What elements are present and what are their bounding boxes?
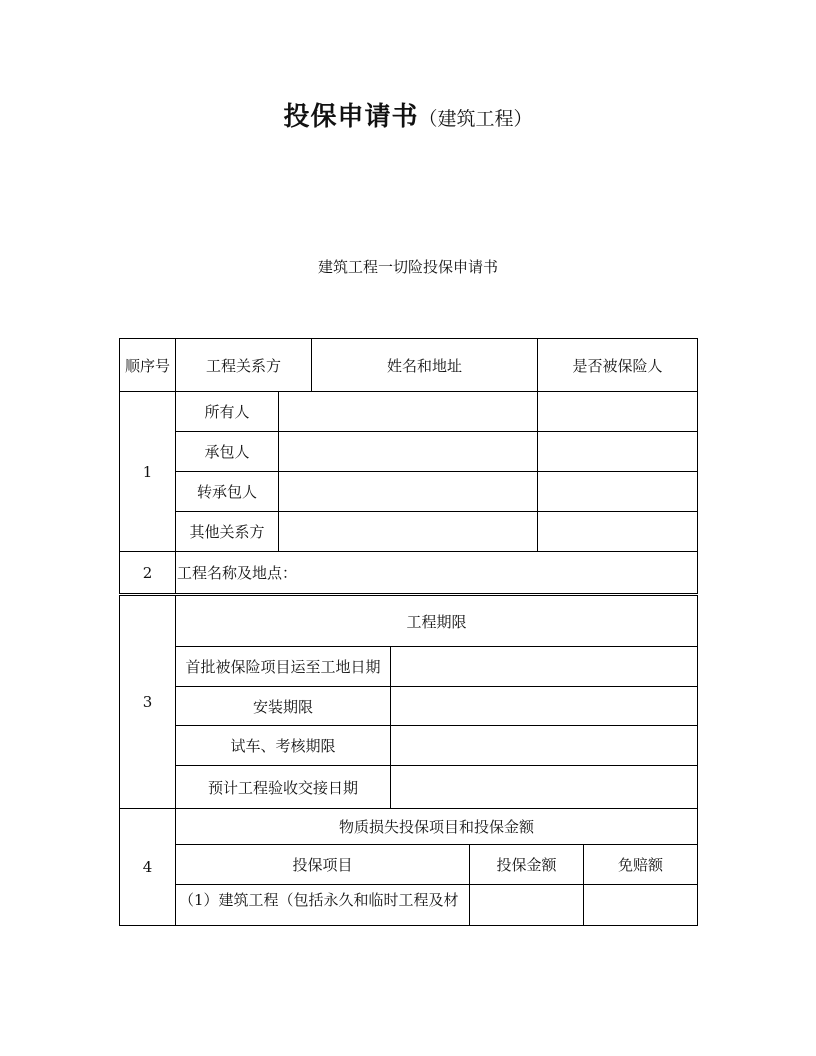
header-insured: 是否被保险人 bbox=[538, 339, 698, 392]
other-name-address-cell[interactable] bbox=[279, 512, 538, 552]
header-row bbox=[120, 339, 698, 392]
coverage-col-deductible: 免赔额 bbox=[584, 845, 698, 885]
header-party: 工程关系方 bbox=[176, 339, 312, 392]
coverage-column-header-row bbox=[120, 845, 698, 885]
period-value-delivery[interactable] bbox=[391, 647, 698, 687]
header-name-address: 姓名和地址 bbox=[312, 339, 538, 392]
title-main: 投保申请书 bbox=[283, 102, 419, 132]
row3-number: 3 bbox=[120, 596, 176, 809]
contractor-name-address-cell[interactable] bbox=[279, 432, 538, 472]
period-label-delivery: 首批被保险项目运至工地日期 bbox=[176, 647, 391, 687]
period-row-delivery bbox=[120, 647, 698, 687]
party-label-owner: 所有人 bbox=[176, 392, 279, 432]
row2-number: 2 bbox=[120, 552, 176, 594]
subcontractor-name-address-cell[interactable] bbox=[279, 472, 538, 512]
title-sub: （建筑工程） bbox=[418, 108, 533, 130]
document-title bbox=[0, 96, 816, 133]
project-name-row bbox=[120, 552, 698, 594]
coverage-amount-building[interactable] bbox=[470, 885, 584, 926]
party-label-subcontractor: 转承包人 bbox=[176, 472, 279, 512]
coverage-row-building bbox=[120, 885, 698, 926]
row1-number: 1 bbox=[120, 392, 176, 552]
period-label-testing: 试车、考核期限 bbox=[176, 726, 391, 766]
contractor-insured-cell[interactable] bbox=[538, 432, 698, 472]
period-value-installation[interactable] bbox=[391, 687, 698, 726]
party-row-contractor bbox=[120, 432, 698, 472]
coverage-col-item: 投保项目 bbox=[176, 845, 470, 885]
coverage-col-amount: 投保金额 bbox=[470, 845, 584, 885]
period-row-installation bbox=[120, 687, 698, 726]
party-row-subcontractor bbox=[120, 472, 698, 512]
period-value-testing[interactable] bbox=[391, 726, 698, 766]
period-label-installation: 安装期限 bbox=[176, 687, 391, 726]
coverage-deductible-building[interactable] bbox=[584, 885, 698, 926]
period-label-acceptance: 预计工程验收交接日期 bbox=[176, 766, 391, 809]
row4-number: 4 bbox=[120, 809, 176, 926]
party-label-other: 其他关系方 bbox=[176, 512, 279, 552]
header-seq: 顺序号 bbox=[120, 339, 176, 392]
owner-name-address-cell[interactable] bbox=[279, 392, 538, 432]
period-row-acceptance bbox=[120, 766, 698, 809]
party-label-contractor: 承包人 bbox=[176, 432, 279, 472]
coverage-table bbox=[119, 808, 698, 926]
coverage-item-building: （1）建筑工程（包括永久和临时工程及材 bbox=[176, 885, 470, 926]
period-value-acceptance[interactable] bbox=[391, 766, 698, 809]
coverage-heading: 物质损失投保项目和投保金额 bbox=[176, 809, 698, 845]
period-table bbox=[119, 595, 698, 809]
project-name-location-label[interactable]: 工程名称及地点： bbox=[176, 552, 698, 594]
party-row-owner bbox=[120, 392, 698, 432]
owner-insured-cell[interactable] bbox=[538, 392, 698, 432]
party-row-other bbox=[120, 512, 698, 552]
other-insured-cell[interactable] bbox=[538, 512, 698, 552]
parties-table bbox=[119, 338, 698, 594]
period-heading-row bbox=[120, 596, 698, 647]
period-row-testing bbox=[120, 726, 698, 766]
period-heading: 工程期限 bbox=[176, 596, 698, 647]
subcontractor-insured-cell[interactable] bbox=[538, 472, 698, 512]
coverage-heading-row bbox=[120, 809, 698, 845]
form-subtitle: 建筑工程一切险投保申请书 bbox=[317, 258, 498, 276]
